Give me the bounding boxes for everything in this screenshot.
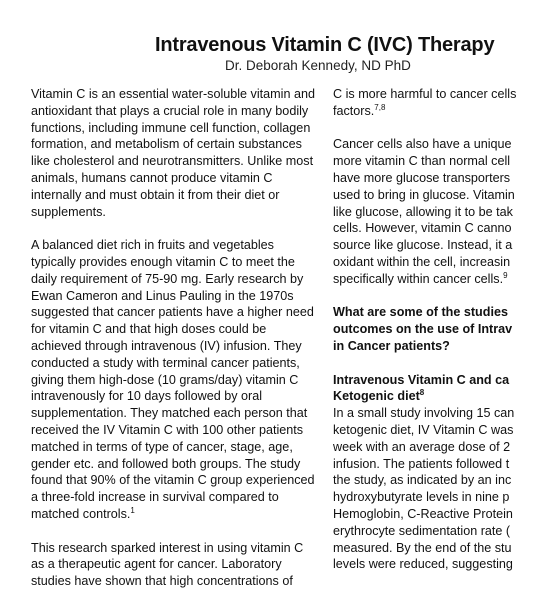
text-line: daily requirement of 75-90 mg. Early research by [31,271,304,286]
text-line: as a therapeutic agent for cancer. Laboratory [31,557,282,572]
document-author: Dr. Deborah Kennedy, ND PhD [225,58,411,73]
paragraph-research-interest [31,540,303,590]
text-line: week with an average dose of 2 [333,439,511,454]
section-heading [333,304,533,354]
text-line [333,103,533,120]
text-line: source like glucose. Instead, it a [333,238,513,253]
text-line: giving them high-dose (10 grams/day) vitamin C [31,372,299,387]
text-line: more vitamin C than normal cell [333,154,511,169]
heading-line: Intravenous Vitamin C and ca [333,372,510,387]
text-line: measured. By the end of the stu [333,540,512,555]
paragraph-ketogenic-study [333,405,533,573]
reference-marker: 1 [130,505,135,515]
reference-marker: 8 [419,388,425,398]
text-line: animals, humans cannot produce vitamin C [31,170,273,185]
text-line: intravenously for 10 days followed by oral [31,389,263,404]
text-fragment: Ketogenic diet [333,389,420,404]
paragraph-harmful-to-cancer [333,86,533,120]
text-line: conducted a study with terminal cancer patients, [31,355,300,370]
text-line: Vitamin C is an essential water-soluble vitamin and [31,87,315,101]
text-line: used to bring in glucose. Vitamin [333,187,515,202]
text-line: gender etc. and followed both groups. The study [31,456,301,471]
text-line: levels were reduced, suggesting [333,557,513,572]
text-line: received the IV Vitamin C with 100 other patients [31,422,304,437]
text-line: suggested that cancer patients have a higher need [31,305,314,320]
text-line: a three-fold increase in survival compared to [31,490,279,505]
right-column [333,86,533,590]
text-line: have more glucose transporters [333,170,511,185]
text-line: In a small study involving 15 can [333,406,515,421]
text-fragment: factors. [333,103,375,118]
paragraph-glucose-transporters [333,136,533,287]
text-line: matched in terms of type of cancer, stage, age, [31,439,293,454]
text-line: Cancer cells also have a unique [333,137,512,152]
heading-line: What are some of the studies [333,305,508,320]
text-line: Ewan Cameron and Linus Pauling in the 1970s [31,288,294,303]
text-line: Hemoglobin, C-Reactive Protein [333,506,513,521]
heading-line: outcomes on the use of Intrav [333,322,513,337]
document-title: Intravenous Vitamin C (IVC) Therapy [155,34,495,56]
text-line: typically provides enough vitamin C to meet the [31,254,295,269]
text-line: erythrocyte sedimentation rate ( [333,523,511,538]
text-fragment: matched controls. [31,506,131,521]
text-line: ketogenic diet, IV Vitamin C was [333,422,514,437]
text-line: A balanced diet rich in fruits and vegetables [31,238,274,253]
text-line: antioxidant that plays a crucial role in many bodily [31,103,309,118]
text-line: supplementation. They matched each person that [31,406,308,421]
paragraph-vitamin-c-intro [31,86,315,220]
text-line: studies have shown that high concentrations of [31,574,293,589]
text-line: formation, and metabolism of certain substances [31,137,302,152]
text-line: functions, including immune cell function, collagen [31,120,311,135]
text-line: achieved through intravenous (IV) infusion. They [31,338,302,353]
heading-line: in Cancer patients? [333,338,450,353]
reference-marker: 9 [503,270,508,280]
text-line: supplements. [31,204,106,219]
text-line: found that 90% of the vitamin C group experienced [31,473,315,488]
text-line: cells. However, vitamin C canno [333,221,512,236]
text-line: like cholesterol and neurotransmitters. Unlike most [31,154,314,169]
text-fragment: specifically within cancer cells. [333,271,504,286]
reference-marker: 7,8 [374,102,386,112]
heading-line [333,388,533,405]
text-line: C is more harmful to cancer cells [333,87,517,101]
text-line: internally and must obtain it from their diet or [31,187,280,202]
text-line: infusion. The patients followed t [333,456,510,471]
text-line: for vitamin C and that high doses could be [31,322,267,337]
text-line: like glucose, allowing it to be tak [333,204,513,219]
left-column [31,86,315,607]
text-line: hydroxybutyrate levels in nine p [333,490,510,505]
text-line [31,506,303,523]
text-line: This research sparked interest in using vitamin C [31,540,304,555]
sub-heading [333,372,533,406]
paragraph-cameron-pauling [31,237,315,523]
text-line: oxidant within the cell, increasin [333,254,511,269]
text-line [333,271,533,288]
text-line: the study, as indicated by an inc [333,473,512,488]
